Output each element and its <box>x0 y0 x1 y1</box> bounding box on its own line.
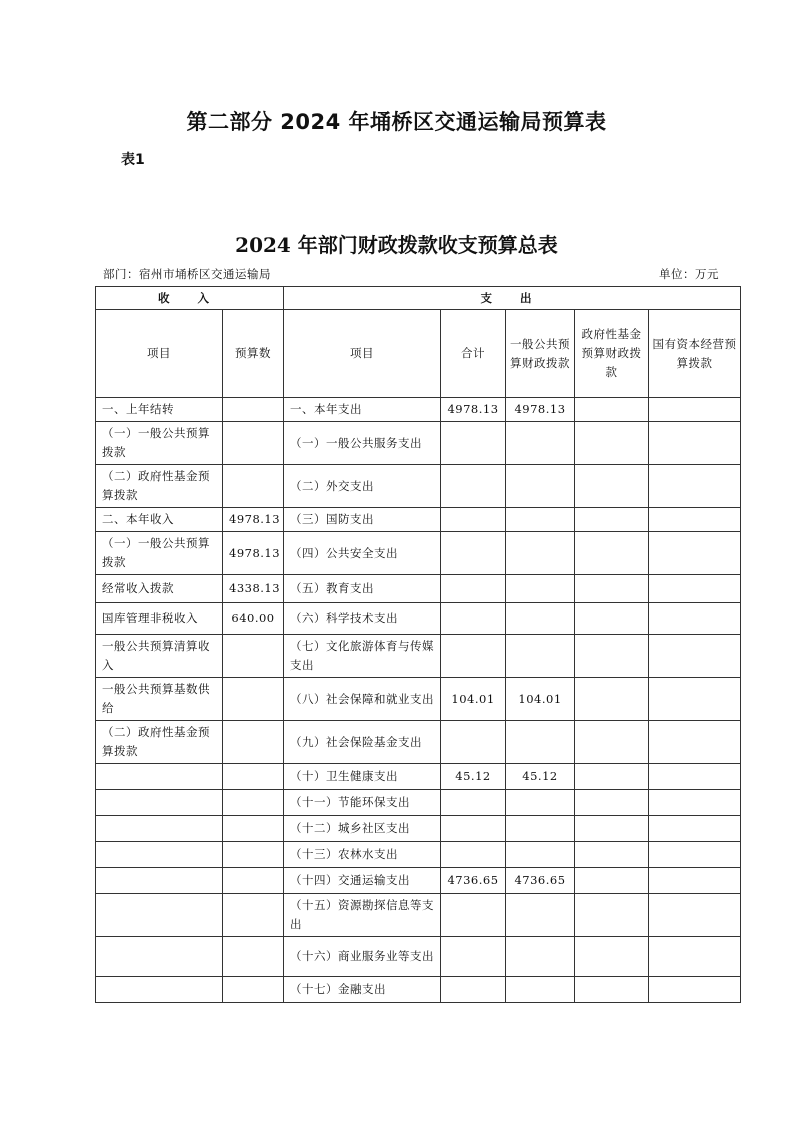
expense-group-header: 支 出 <box>284 287 741 310</box>
expense-item-cell: （十四）交通运输支出 <box>284 868 441 894</box>
income-amount-cell: 4978.13 <box>223 532 284 575</box>
column-header-income-amount: 预算数 <box>223 310 284 398</box>
income-amount-cell <box>223 635 284 678</box>
fund-budget-cell <box>575 508 649 532</box>
column-header-state-capital: 国有资本经营预算拨款 <box>649 310 741 398</box>
general-budget-cell: 4978.13 <box>506 398 575 422</box>
total-cell <box>441 465 506 508</box>
income-amount-cell <box>223 894 284 937</box>
expense-item-cell: （二）外交支出 <box>284 465 441 508</box>
budget-table <box>95 286 741 1003</box>
table-row <box>96 422 741 465</box>
table-row <box>96 764 741 790</box>
total-cell <box>441 937 506 977</box>
table-row <box>96 816 741 842</box>
state-capital-cell <box>649 894 741 937</box>
income-item-cell: 一般公共预算基数供给 <box>96 678 223 721</box>
income-amount-cell <box>223 764 284 790</box>
expense-item-cell: （三）国防支出 <box>284 508 441 532</box>
general-budget-cell: 104.01 <box>506 678 575 721</box>
income-amount-cell <box>223 842 284 868</box>
income-item-cell: （一）一般公共预算拨款 <box>96 532 223 575</box>
general-budget-cell: 4736.65 <box>506 868 575 894</box>
fund-budget-cell <box>575 977 649 1003</box>
table-row <box>96 868 741 894</box>
group-header-row <box>96 287 741 310</box>
expense-item-cell: （十五）资源勘探信息等支出 <box>284 894 441 937</box>
total-cell <box>441 635 506 678</box>
income-item-cell <box>96 937 223 977</box>
expense-item-cell: （九）社会保险基金支出 <box>284 721 441 764</box>
table-row <box>96 842 741 868</box>
income-item-cell <box>96 764 223 790</box>
table-row <box>96 678 741 721</box>
fund-budget-cell <box>575 635 649 678</box>
fund-budget-cell <box>575 603 649 635</box>
total-cell: 4978.13 <box>441 398 506 422</box>
expense-item-cell: （十三）农林水支出 <box>284 842 441 868</box>
income-amount-cell <box>223 937 284 977</box>
fund-budget-cell <box>575 465 649 508</box>
income-item-cell: 一般公共预算清算收入 <box>96 635 223 678</box>
unit-label: 单位：万元 <box>659 267 719 281</box>
general-budget-cell <box>506 635 575 678</box>
income-item-cell: 二、本年收入 <box>96 508 223 532</box>
income-item-cell: 经常收入拨款 <box>96 575 223 603</box>
table-row <box>96 977 741 1003</box>
total-cell <box>441 894 506 937</box>
total-cell: 4736.65 <box>441 868 506 894</box>
income-item-cell <box>96 977 223 1003</box>
total-cell <box>441 422 506 465</box>
state-capital-cell <box>649 721 741 764</box>
fund-budget-cell <box>575 398 649 422</box>
table-row <box>96 575 741 603</box>
column-header-fund-budget: 政府性基金预算财政拨款 <box>575 310 649 398</box>
total-cell: 104.01 <box>441 678 506 721</box>
total-cell <box>441 532 506 575</box>
income-amount-cell <box>223 465 284 508</box>
state-capital-cell <box>649 603 741 635</box>
income-amount-cell: 4338.13 <box>223 575 284 603</box>
column-header-expense-item: 项目 <box>284 310 441 398</box>
general-budget-cell <box>506 937 575 977</box>
fund-budget-cell <box>575 894 649 937</box>
general-budget-cell <box>506 816 575 842</box>
expense-item-cell: （十一）节能环保支出 <box>284 790 441 816</box>
total-cell <box>441 575 506 603</box>
state-capital-cell <box>649 868 741 894</box>
income-amount-cell <box>223 398 284 422</box>
fund-budget-cell <box>575 937 649 977</box>
table-row <box>96 937 741 977</box>
table-row <box>96 532 741 575</box>
general-budget-cell <box>506 894 575 937</box>
expense-item-cell: （四）公共安全支出 <box>284 532 441 575</box>
table-body <box>96 398 741 1003</box>
column-header-income-item: 项目 <box>96 310 223 398</box>
table-row <box>96 635 741 678</box>
general-budget-cell <box>506 977 575 1003</box>
income-amount-cell: 640.00 <box>223 603 284 635</box>
fund-budget-cell <box>575 764 649 790</box>
general-budget-cell <box>506 790 575 816</box>
general-budget-cell <box>506 575 575 603</box>
table-row <box>96 508 741 532</box>
column-header-total: 合计 <box>441 310 506 398</box>
income-amount-cell <box>223 721 284 764</box>
expense-item-cell: （五）教育支出 <box>284 575 441 603</box>
fund-budget-cell <box>575 868 649 894</box>
total-cell <box>441 721 506 764</box>
total-cell <box>441 842 506 868</box>
income-amount-cell <box>223 977 284 1003</box>
state-capital-cell <box>649 816 741 842</box>
expense-item-cell: （十）卫生健康支出 <box>284 764 441 790</box>
state-capital-cell <box>649 937 741 977</box>
state-capital-cell <box>649 764 741 790</box>
expense-item-cell: 一、本年支出 <box>284 398 441 422</box>
income-item-cell <box>96 868 223 894</box>
expense-item-cell: （十二）城乡社区支出 <box>284 816 441 842</box>
table-row <box>96 894 741 937</box>
state-capital-cell <box>649 635 741 678</box>
table-title: 2024 年部门财政拨款收支预算总表 <box>235 233 558 257</box>
fund-budget-cell <box>575 721 649 764</box>
state-capital-cell <box>649 575 741 603</box>
general-budget-cell <box>506 532 575 575</box>
general-budget-cell <box>506 422 575 465</box>
state-capital-cell <box>649 508 741 532</box>
income-item-cell: （一）一般公共预算拨款 <box>96 422 223 465</box>
general-budget-cell <box>506 508 575 532</box>
general-budget-cell <box>506 842 575 868</box>
income-group-header: 收 入 <box>96 287 284 310</box>
column-header-row <box>96 310 741 398</box>
table-row <box>96 398 741 422</box>
income-amount-cell <box>223 790 284 816</box>
fund-budget-cell <box>575 678 649 721</box>
state-capital-cell <box>649 842 741 868</box>
fund-budget-cell <box>575 842 649 868</box>
general-budget-cell: 45.12 <box>506 764 575 790</box>
income-item-cell: （二）政府性基金预算拨款 <box>96 465 223 508</box>
state-capital-cell <box>649 422 741 465</box>
state-capital-cell <box>649 465 741 508</box>
income-item-cell: （二）政府性基金预算拨款 <box>96 721 223 764</box>
fund-budget-cell <box>575 422 649 465</box>
state-capital-cell <box>649 398 741 422</box>
table-row <box>96 790 741 816</box>
state-capital-cell <box>649 532 741 575</box>
section-title: 第二部分 2024 年埇桥区交通运输局预算表 <box>186 110 607 134</box>
income-item-cell: 一、上年结转 <box>96 398 223 422</box>
income-item-cell: 国库管理非税收入 <box>96 603 223 635</box>
fund-budget-cell <box>575 790 649 816</box>
table-number: 表1 <box>121 152 145 168</box>
table-row <box>96 603 741 635</box>
income-item-cell <box>96 816 223 842</box>
total-cell <box>441 790 506 816</box>
total-cell <box>441 816 506 842</box>
total-cell <box>441 508 506 532</box>
department-label: 部门：宿州市埇桥区交通运输局 <box>103 267 271 281</box>
income-amount-cell <box>223 816 284 842</box>
general-budget-cell <box>506 721 575 764</box>
state-capital-cell <box>649 790 741 816</box>
fund-budget-cell <box>575 575 649 603</box>
total-cell <box>441 977 506 1003</box>
income-item-cell <box>96 790 223 816</box>
expense-item-cell: （一）一般公共服务支出 <box>284 422 441 465</box>
general-budget-cell <box>506 465 575 508</box>
income-amount-cell <box>223 422 284 465</box>
income-item-cell <box>96 894 223 937</box>
expense-item-cell: （十七）金融支出 <box>284 977 441 1003</box>
total-cell: 45.12 <box>441 764 506 790</box>
income-amount-cell: 4978.13 <box>223 508 284 532</box>
column-header-general-budget: 一般公共预算财政拨款 <box>506 310 575 398</box>
table-row <box>96 465 741 508</box>
expense-item-cell: （八）社会保障和就业支出 <box>284 678 441 721</box>
state-capital-cell <box>649 678 741 721</box>
fund-budget-cell <box>575 816 649 842</box>
expense-item-cell: （十六）商业服务业等支出 <box>284 937 441 977</box>
income-item-cell <box>96 842 223 868</box>
general-budget-cell <box>506 603 575 635</box>
fund-budget-cell <box>575 532 649 575</box>
total-cell <box>441 603 506 635</box>
income-amount-cell <box>223 868 284 894</box>
state-capital-cell <box>649 977 741 1003</box>
income-amount-cell <box>223 678 284 721</box>
expense-item-cell: （六）科学技术支出 <box>284 603 441 635</box>
table-row <box>96 721 741 764</box>
expense-item-cell: （七）文化旅游体育与传媒支出 <box>284 635 441 678</box>
